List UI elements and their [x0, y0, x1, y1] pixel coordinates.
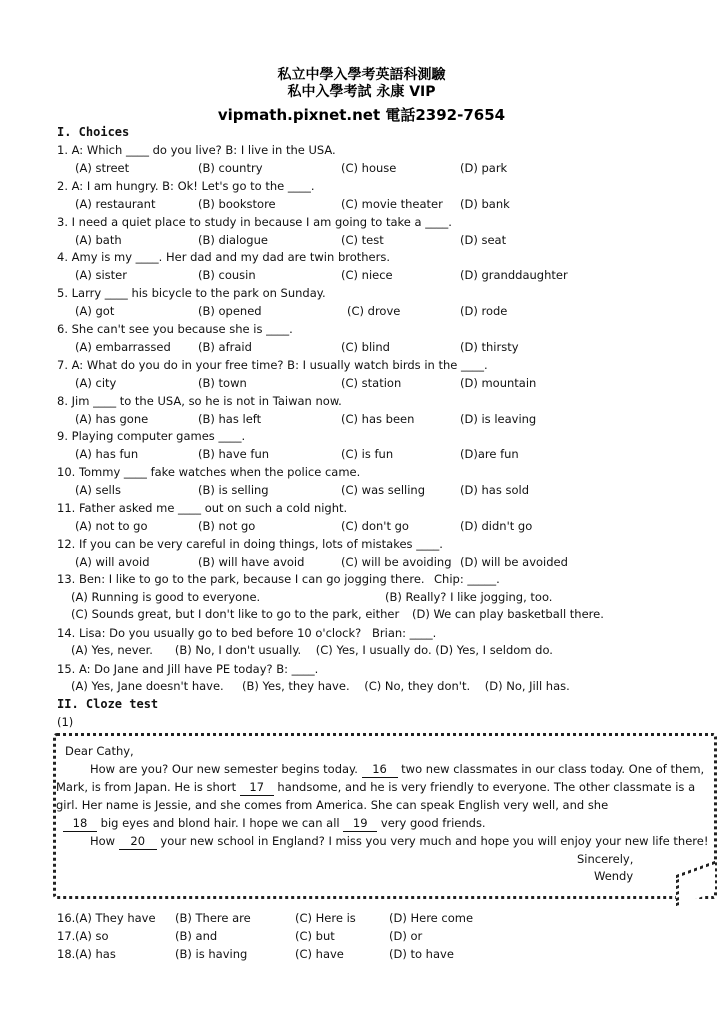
answer-18-c: (C) have [295, 947, 344, 961]
question-1: 1. A: Which ____ do you live? B: I live in the USA. [57, 143, 336, 157]
letter-text: very good friends. [380, 816, 486, 830]
option-7-a: (A) city [75, 375, 117, 390]
option-11-c: (C) don't go [341, 519, 409, 533]
blank-17: 17 [240, 779, 274, 796]
option-3-a: (A) bath [75, 232, 122, 247]
blank-19: 19 [343, 815, 377, 832]
letter-text: handsome, and he is very friendly to everyone. The other classmate is a [277, 780, 696, 794]
option-1-d: (D) park [460, 161, 508, 175]
letter-greeting: Dear Cathy, [65, 744, 134, 758]
question-4: 4. Amy is my ____. Her dad and my dad are twin brothers. [57, 250, 391, 265]
option-8-d: (D) is leaving [460, 411, 537, 426]
option-4-a: (A) sister [75, 268, 127, 283]
answer-16-a: (A) They have [75, 911, 156, 925]
options-15: (A) Yes, Jane doesn't have. (B) Yes, they have. (C) No, they don't. (D) No, Jill has. [71, 679, 570, 693]
option-5-b: (B) opened [198, 304, 262, 319]
option-6-b: (B) afraid [198, 340, 252, 354]
option-10-b: (B) is selling [198, 483, 269, 498]
option-9-d: (D)are fun [460, 447, 519, 462]
letter-text: Mark, is from Japan. He is short [56, 780, 237, 794]
question-11: 11. Father asked me ____ out on such a cold night. [57, 501, 348, 515]
option-10-a: (A) sells [75, 483, 121, 498]
option-11-d: (D) didn't go [460, 519, 533, 533]
question-14: 14. Lisa: Do you usually go to bed before 10 o'clock? [57, 626, 362, 640]
question-9: 9. Playing computer games ____. [57, 429, 246, 444]
option-9-c: (C) is fun [341, 447, 394, 462]
option-13b: (B) Really? I like jogging, too. [385, 590, 553, 604]
option-11-b: (B) not go [198, 519, 256, 533]
exam-subtitle: 私中入學考試 永康 VIP [287, 84, 436, 100]
section-cloze-heading: II. Cloze test [57, 697, 159, 711]
question-14-brian: Brian: ____. [372, 626, 437, 640]
option-12-a: (A) will avoid [75, 554, 150, 569]
option-6-d: (D) thirsty [460, 340, 519, 354]
answer-18-b: (B) is having [175, 947, 248, 961]
letter-text: How [90, 834, 116, 848]
option-4-b: (B) cousin [198, 268, 256, 283]
question-5: 5. Larry ____ his bicycle to the park on Sunday. [57, 286, 326, 301]
question-15: 15. A: Do Jane and Jill have PE today? B: ____. [57, 662, 319, 676]
letter-text: How are you? Our new semester begins today. [90, 762, 358, 776]
option-8-c: (C) has been [341, 411, 415, 426]
blank-20: 20 [119, 833, 157, 850]
option-13c: (C) Sounds great, but I don't like to go to the park, either [71, 607, 400, 621]
option-4-c: (C) niece [341, 268, 393, 283]
answer-17-b: (B) and [175, 929, 218, 943]
question-12: 12. If you can be very careful in doing things, lots of mistakes ____. [57, 536, 443, 551]
option-8-b: (B) has left [198, 411, 262, 426]
answer-16-d: (D) Here come [389, 911, 474, 925]
option-5-a: (A) got [75, 304, 115, 319]
option-10-d: (D) has sold [460, 483, 529, 498]
option-9-a: (A) has fun [75, 447, 139, 462]
question-6: 6. She can't see you because she is ____. [57, 322, 293, 336]
option-13d: (D) We can play basketball there. [412, 607, 604, 621]
option-12-c: (C) will be avoiding [341, 554, 452, 569]
answer-16-b: (B) There are [175, 911, 251, 925]
blank-16: 16 [362, 761, 398, 778]
answer-16-c: (C) Here is [295, 911, 356, 925]
option-5-d: (D) rode [460, 304, 508, 319]
letter-line-2 [56, 779, 695, 796]
option-13a: (A) Running is good to everyone. [71, 590, 261, 604]
option-2-d: (D) bank [460, 196, 510, 211]
option-7-b: (B) town [198, 375, 247, 390]
option-8-a: (A) has gone [75, 411, 149, 426]
option-6-c: (C) blind [341, 340, 390, 354]
option-10-c: (C) was selling [341, 483, 425, 498]
option-1-a: (A) street [75, 161, 130, 175]
blank-18: 18 [63, 815, 97, 832]
option-11-a: (A) not to go [75, 519, 148, 533]
answer-number: 16. [57, 911, 76, 925]
option-3-d: (D) seat [460, 232, 507, 247]
question-13: 13. Ben: I like to go to the park, because I can go jogging there. [57, 572, 425, 586]
answer-18-d: (D) to have [389, 947, 454, 961]
question-13-chip: Chip: _____. [434, 572, 500, 586]
option-2-b: (B) bookstore [198, 196, 276, 211]
letter-line-3: girl. Her name is Jessie, and she comes from America. She can speak English very well, and she [56, 798, 609, 812]
option-4-d: (D) granddaughter [460, 268, 568, 283]
option-1-b: (B) country [198, 161, 263, 175]
letter-line-4 [63, 815, 486, 832]
option-7-c: (C) station [341, 375, 402, 390]
answer-17-d: (D) or [389, 929, 423, 943]
letter-text: two new classmates in our class today. One of them, [401, 762, 705, 776]
answer-17-c: (C) but [295, 929, 335, 943]
question-10: 10. Tommy ____ fake watches when the police came. [57, 465, 361, 480]
answer-number: 17. [57, 929, 76, 943]
letter-signature: Wendy [594, 869, 634, 883]
option-6-a: (A) embarrassed [75, 340, 171, 354]
option-5-c: (C) drove [347, 304, 401, 319]
option-2-a: (A) restaurant [75, 196, 156, 211]
answer-number: 18. [57, 947, 76, 961]
letter-line-1 [90, 761, 704, 778]
option-9-b: (B) have fun [198, 447, 270, 462]
answer-18-a: (A) has [75, 947, 116, 961]
question-8: 8. Jim ____ to the USA, so he is not in Taiwan now. [57, 393, 342, 408]
question-2: 2. A: I am hungry. B: Ok! Let's go to the ____. [57, 178, 315, 193]
letter-line-5 [90, 833, 708, 850]
question-7: 7. A: What do you do in your free time? B: I usually watch birds in the ____. [57, 357, 488, 372]
option-2-c: (C) movie theater [341, 196, 443, 211]
cloze-number: (1) [57, 715, 74, 729]
contact-line: vipmath.pixnet.net 電話2392-7654 [217, 106, 506, 124]
options-14: (A) Yes, never. (B) No, I don't usually. (C) Yes, I usually do. (D) Yes, I seldom do. [71, 643, 553, 657]
exam-title: 私立中學入學考英語科測驗 [277, 67, 446, 83]
letter-closing: Sincerely, [577, 852, 634, 866]
option-7-d: (D) mountain [460, 375, 537, 390]
answer-17-a: (A) so [75, 929, 109, 943]
option-3-c: (C) test [341, 232, 384, 247]
option-1-c: (C) house [341, 161, 397, 175]
option-12-b: (B) will have avoid [198, 554, 305, 569]
letter-text: your new school in England? I miss you very much and hope you will enjoy your new life there! [160, 834, 709, 848]
question-3: 3. I need a quiet place to study in because I am going to take a ____. [57, 214, 452, 229]
letter-text: big eyes and blond hair. I hope we can all [100, 816, 340, 830]
option-3-b: (B) dialogue [198, 232, 268, 247]
option-12-d: (D) will be avoided [460, 554, 568, 569]
section-choices-heading: I. Choices [57, 125, 130, 139]
